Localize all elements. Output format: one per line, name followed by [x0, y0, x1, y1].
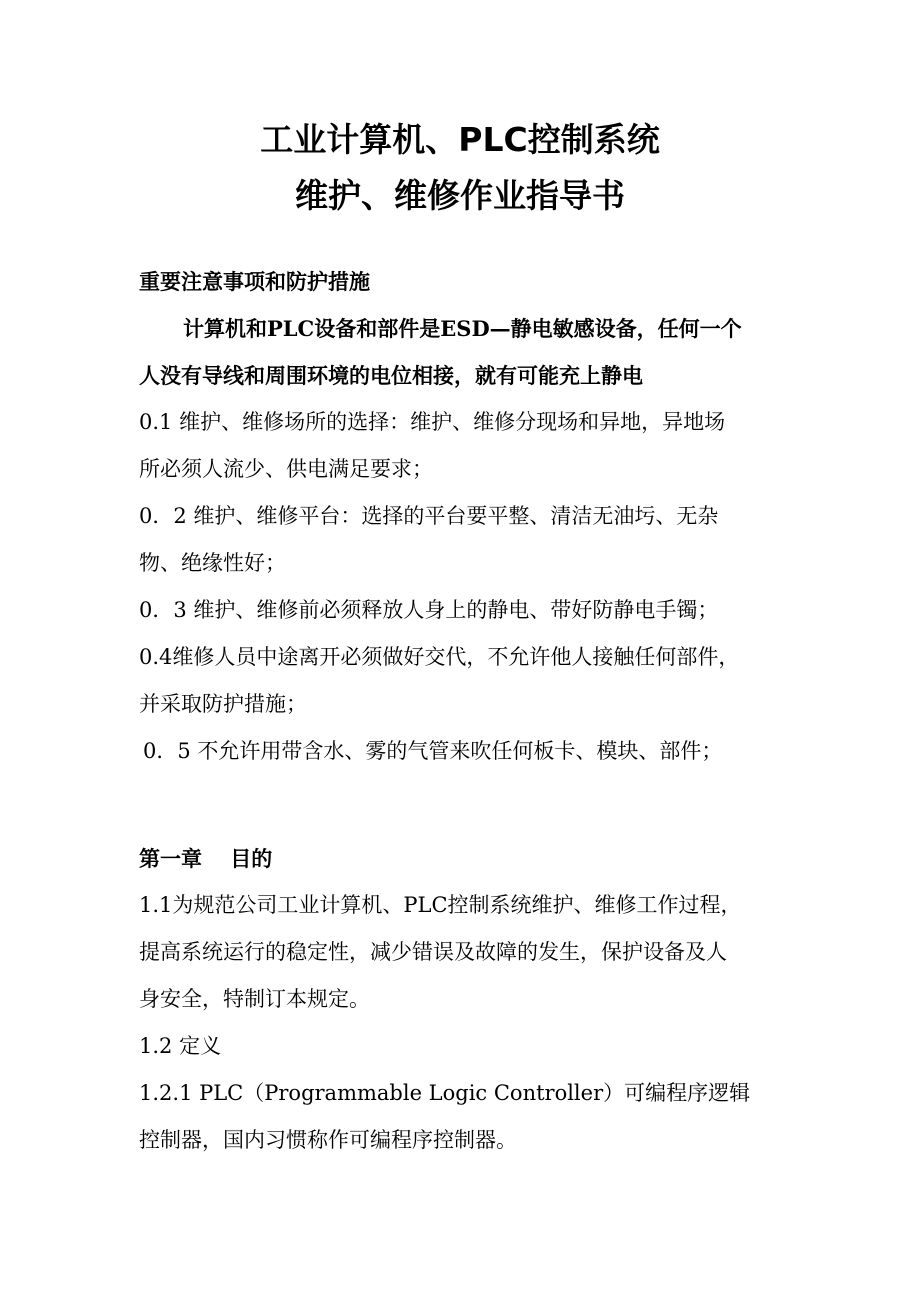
title-line-2: 维护、维修作业指导书 [295, 176, 625, 215]
title-line-1: 工业计算机、PLC控制系统 [260, 120, 660, 159]
chapter-1-p3-line-1: 1.2.1 PLC（Programmable Logic Controller）可编程序逻辑 [139, 1081, 751, 1105]
chapter-1-heading: 第一章 目的 [139, 846, 273, 871]
precaution-item-0-4-line-1: 0.4维修人员中途离开必须做好交代，不允许他人接触任何部件， [139, 645, 740, 669]
chapter-1-p3-line-2: 控制器，国内习惯称作可编程序控制器。 [139, 1128, 517, 1152]
precautions-heading: 重要注意事项和防护措施 [139, 269, 370, 294]
chapter-1-p1-line-3: 身安全，特制订本规定。 [139, 987, 370, 1011]
precaution-item-0-5: 0．5 不允许用带含水、雾的气管来吹任何板卡、模块、部件； [143, 739, 723, 763]
precaution-item-0-1-line-2: 所必须人流少、供电满足要求； [139, 457, 433, 481]
precaution-item-0-4-line-2: 并采取防护措施； [139, 692, 307, 716]
precaution-item-0-2-line-1: 0．2 维护、维修平台：选择的平台要平整、清洁无油圬、无杂 [139, 504, 719, 528]
precaution-item-0-2-line-2: 物、绝缘性好； [139, 551, 286, 575]
chapter-1-p1-line-2: 提高系统运行的稳定性，减少错误及故障的发生，保护设备及人 [139, 940, 727, 964]
precaution-item-0-3: 0．3 维护、维修前必须释放人身上的静电、带好防静电手镯； [139, 598, 719, 622]
chapter-1-section [139, 835, 799, 1164]
chapter-1-p1-line-1: 1.1为规范公司工业计算机、PLC控制系统维护、维修工作过程， [139, 893, 742, 917]
document-title [0, 112, 920, 224]
chapter-1-p2: 1.2 定义 [139, 1034, 222, 1058]
precautions-section [139, 258, 799, 775]
precautions-intro-line-2: 人没有导线和周围环境的电位相接，就有可能充上静电 [139, 363, 643, 388]
precaution-item-0-1-line-1: 0.1 维护、维修场所的选择：维护、维修分现场和异地，异地场 [139, 410, 726, 434]
precautions-intro-line-1: 计算机和PLC设备和部件是ESD—静电敏感设备，任何一个 [183, 316, 742, 341]
